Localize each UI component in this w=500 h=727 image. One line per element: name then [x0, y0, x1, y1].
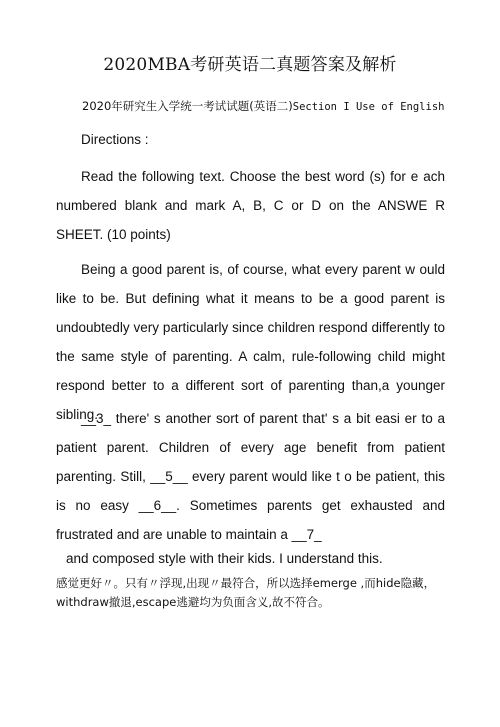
answer-explanation-note: 感觉更好〃。只有〃浮现,出现〃最符合，所以选择emerge ,而hide隐藏，withdraw撤退,escape逃避均为负面含义,故不符合。: [56, 576, 436, 609]
paragraph-passage-1: Being a good parent is, of course, what every parent w ould like to be. But defining what it means to be a good parent is undoubtedly very particularly since children respond differently to the same style of parenting. A calm, rule-following child might respond better to a different sort of parenting than,a younger sibling.: [56, 262, 445, 422]
page-title: 2020MBA考研英语二真题答案及解析: [103, 55, 397, 75]
section-heading: Section I Use of English: [292, 101, 445, 113]
exam-subtitle-cn: 2020年研究生入学统一考试试题(英语二): [82, 99, 293, 113]
directions-label: Directions :: [81, 132, 149, 147]
paragraph-passage-2: __3_ there' s another sort of parent that' s a bit easi er to a patient parent. Children of every age benefit from patient parenting. Still, __5__ every parent would like t o be patient, this is no easy __6__. Sometimes parents get exhausted and frustrated and are unable to maintain a __7_: [56, 411, 445, 542]
paragraph-passage-3: and composed style with their kids. I understand this.: [66, 551, 383, 566]
paragraph-instructions: Read the following text. Choose the best word (s) for e ach numbered blank and mark A, B, C or D on the ANSWE R SHEET. (10 points): [56, 169, 445, 242]
exam-subtitle: [82, 98, 444, 114]
